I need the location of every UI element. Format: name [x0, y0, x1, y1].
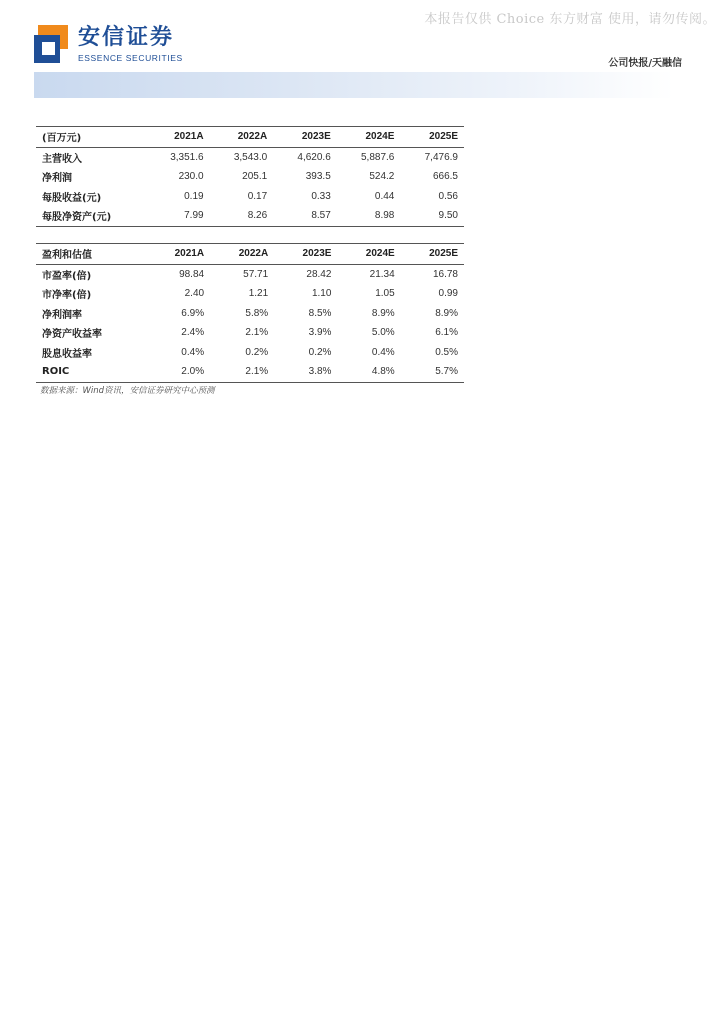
row-label: 净利润率 — [42, 309, 82, 321]
table-row — [36, 323, 464, 343]
table-cell: 2.1% — [210, 362, 274, 382]
logo-english-name: ESSENCE SECURITIES — [78, 52, 183, 63]
table-cell: 57.71 — [243, 268, 269, 280]
table-header-row — [36, 127, 464, 148]
row-label: 主营收入 — [42, 153, 82, 165]
table-cell: 4.8% — [337, 362, 400, 382]
table-cell: 3.9% — [308, 327, 332, 339]
table-cell: 666.5 — [432, 171, 458, 183]
column-header: 2024E — [337, 127, 401, 148]
table-cell: 1.10 — [311, 288, 332, 300]
column-header: (百万元) — [36, 127, 146, 148]
row-label: 净资产收益率 — [42, 329, 102, 341]
row-label: 股息收益率 — [42, 348, 92, 360]
table-cell: 0.4% — [371, 346, 395, 358]
table-row — [36, 167, 464, 187]
financial-summary-table — [36, 126, 464, 227]
column-header: 2024E — [337, 244, 400, 265]
table-cell: 0.5% — [435, 346, 458, 358]
table-row — [36, 264, 464, 284]
table-row — [36, 284, 464, 304]
row-label: 每股收益(元) — [42, 192, 102, 204]
table-cell: 8.5% — [308, 307, 332, 319]
table-row — [36, 362, 464, 382]
table-cell: 8.26 — [210, 206, 274, 226]
table-cell: 6.9% — [181, 307, 205, 319]
column-header: 2023E — [273, 127, 337, 148]
table-cell: 9.50 — [400, 206, 464, 226]
column-header: 2021A — [146, 244, 210, 265]
table-cell: 1.05 — [375, 288, 395, 300]
logo-mark-icon — [34, 25, 68, 63]
table-cell: 21.34 — [369, 268, 395, 280]
table-cell: 205.1 — [242, 171, 268, 183]
table-cell: 0.33 — [311, 190, 331, 202]
table-cell: 0.99 — [438, 288, 458, 300]
table-cell: 5,887.6 — [361, 151, 395, 163]
table-cell: 98.84 — [179, 268, 205, 280]
table-cell: 0.4% — [181, 346, 205, 358]
valuation-table — [36, 243, 464, 383]
watermark-text: 本报告仅供 Choice 东方财富 使用，请勿传阅。 — [424, 12, 716, 27]
table-cell: 2.0% — [146, 362, 210, 382]
table-cell: 2.1% — [245, 327, 269, 339]
table-cell: 8.9% — [435, 307, 458, 319]
table-cell: 7,476.9 — [424, 151, 458, 163]
table-cell: 5.8% — [245, 307, 269, 319]
table-cell: 0.2% — [308, 346, 332, 358]
table-cell: 393.5 — [305, 171, 331, 183]
table-cell: 230.0 — [178, 171, 204, 183]
company-logo — [34, 25, 183, 63]
table-cell: 5.7% — [401, 362, 464, 382]
table-cell: 2.4% — [181, 327, 205, 339]
table-header-row — [36, 244, 464, 265]
table-row — [36, 206, 464, 226]
table-cell: 1.21 — [248, 288, 269, 300]
column-header: 盈利和估值 — [36, 244, 146, 265]
table-cell: 3,351.6 — [170, 151, 204, 163]
header-banner — [34, 72, 674, 98]
table-cell: 6.1% — [435, 327, 458, 339]
column-header: 2021A — [146, 127, 210, 148]
column-header: 2022A — [210, 244, 274, 265]
table-cell: 7.99 — [146, 206, 210, 226]
table-cell: 8.57 — [273, 206, 337, 226]
column-header: 2023E — [274, 244, 337, 265]
column-header: 2022A — [210, 127, 274, 148]
table-cell: 28.42 — [306, 268, 332, 280]
row-label: 净利润 — [42, 173, 72, 185]
row-label: 每股净资产(元) — [36, 206, 146, 226]
table-row — [36, 304, 464, 324]
report-type-label: 公司快报/天融信 — [608, 58, 682, 69]
table-cell: 16.78 — [432, 268, 458, 280]
table-cell: 3.8% — [274, 362, 337, 382]
table-cell: 8.9% — [371, 307, 395, 319]
column-header: 2025E — [401, 244, 464, 265]
table-cell: 0.19 — [184, 190, 204, 202]
row-label: 市盈率(倍) — [42, 270, 92, 282]
column-header: 2025E — [400, 127, 464, 148]
table-cell: 4,620.6 — [297, 151, 331, 163]
table-cell: 0.56 — [438, 190, 458, 202]
table-row — [36, 147, 464, 167]
table-row — [36, 187, 464, 207]
row-label: ROIC — [36, 362, 146, 382]
table-cell: 524.2 — [369, 171, 395, 183]
table-cell: 0.44 — [374, 190, 395, 202]
table-cell: 2.40 — [184, 288, 205, 300]
table-row — [36, 343, 464, 363]
table-cell: 0.17 — [247, 190, 268, 202]
table-cell: 0.2% — [245, 346, 269, 358]
table-cell: 3,543.0 — [233, 151, 268, 163]
logo-chinese-name: 安信证券 — [78, 24, 175, 50]
table-cell: 5.0% — [371, 327, 395, 339]
data-source-note: 数据来源：Wind资讯，安信证券研究中心预测 — [40, 386, 215, 396]
table-cell: 8.98 — [337, 206, 401, 226]
row-label: 市净率(倍) — [42, 290, 92, 302]
